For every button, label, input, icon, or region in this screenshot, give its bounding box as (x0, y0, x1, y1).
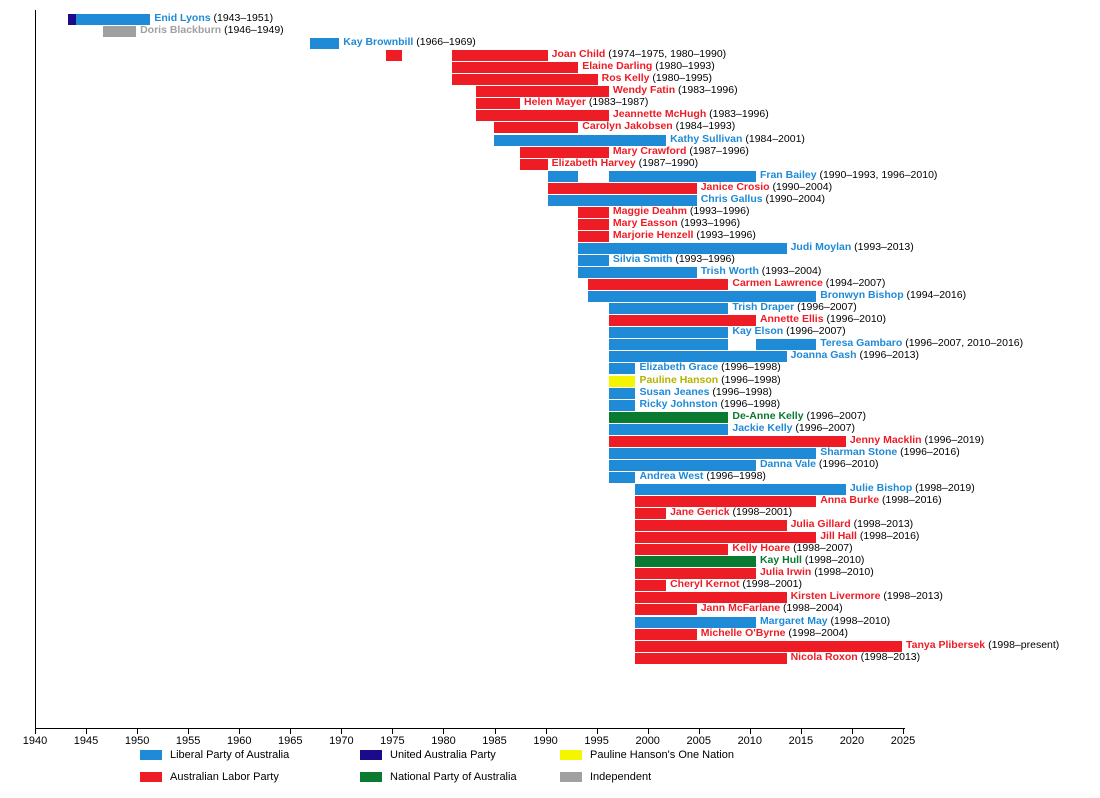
row-years: (1994–2007) (822, 277, 886, 290)
timeline-row-label (760, 566, 874, 578)
timeline-bar (635, 556, 755, 567)
timeline-row (0, 267, 1100, 279)
row-person-name: Judi Moylan (790, 240, 852, 253)
row-person-name: Cheryl Kernot (670, 578, 740, 591)
axis-tick (35, 728, 36, 734)
timeline-bar (609, 327, 728, 338)
timeline-row-label (613, 205, 750, 217)
timeline-bar (609, 424, 728, 435)
timeline-row-label (552, 48, 727, 60)
row-years: (1998–2001) (739, 578, 802, 591)
timeline-row-label (670, 506, 792, 518)
timeline-row (0, 62, 1100, 74)
row-years: (1998–2016) (879, 494, 942, 506)
timeline-row-label (670, 133, 805, 145)
row-person-name: Helen Mayer (524, 96, 586, 109)
row-years: (1993–2013) (851, 240, 914, 253)
timeline-bar (548, 171, 579, 182)
timeline-bar (494, 122, 579, 133)
row-person-name: Julia Irwin (759, 566, 812, 579)
row-years: (1996–1998) (718, 361, 781, 374)
row-years: (1943–1951) (210, 12, 274, 24)
timeline-row-label (820, 494, 941, 506)
timeline-row-label (760, 615, 890, 627)
axis-tick-label: 2005 (686, 735, 711, 747)
timeline-row (0, 544, 1100, 556)
timeline-row (0, 204, 1100, 219)
timeline-row (0, 604, 1100, 616)
row-person-name: Fran Bailey (759, 168, 817, 181)
timeline-row (0, 110, 1100, 122)
timeline-row-label (343, 36, 475, 48)
axis-tick-label: 1970 (329, 735, 354, 747)
timeline-row-label (732, 410, 866, 422)
timeline-row (0, 650, 1100, 665)
timeline-row-label (820, 289, 966, 301)
axis-baseline (35, 728, 905, 729)
timeline-row-label (639, 374, 780, 386)
row-years: (1996–2007) (794, 301, 857, 314)
timeline-row (0, 26, 1100, 38)
axis-tick (137, 728, 138, 734)
timeline-bar (578, 207, 609, 218)
timeline-row (0, 592, 1100, 604)
timeline-bar (310, 38, 340, 49)
row-person-name: Margaret May (759, 614, 828, 627)
row-person-name: Teresa Gambaro (820, 337, 903, 350)
row-years: (1994–2016) (903, 289, 967, 302)
timeline-bar (609, 400, 636, 411)
timeline-bar (578, 267, 696, 278)
row-years: (1998–2019) (912, 481, 975, 494)
timeline-row-label (701, 265, 822, 277)
timeline-row (0, 568, 1100, 580)
timeline-bar (520, 159, 548, 170)
timeline-row-label (732, 301, 856, 313)
row-years: (1980–1993) (652, 60, 715, 73)
timeline-bar (609, 412, 728, 423)
timeline-row-label (732, 277, 885, 289)
timeline-bar (635, 520, 786, 531)
row-years: (1998–2010) (827, 614, 891, 627)
timeline-row (0, 255, 1100, 267)
timeline-row (0, 122, 1100, 134)
axis-tick (495, 728, 496, 734)
row-person-name: Trish Draper (732, 301, 795, 314)
row-years: (1996–2019) (921, 433, 985, 446)
row-person-name: Kay Brownbill (343, 36, 414, 49)
row-person-name: Anna Burke (820, 494, 880, 506)
timeline-bar (609, 303, 728, 314)
timeline-bar (588, 279, 728, 290)
timeline-row (0, 373, 1100, 388)
axis-tick-label: 1955 (175, 735, 201, 747)
row-person-name: Elizabeth Grace (639, 361, 719, 374)
timeline-row-label (732, 542, 852, 554)
timeline-row-label (850, 434, 984, 446)
row-person-name: Carmen Lawrence (732, 277, 823, 290)
timeline-row-label (582, 120, 735, 132)
timeline-row (0, 397, 1100, 412)
row-person-name: Maggie Deahm (612, 204, 687, 217)
axis-tick-label: 2015 (788, 735, 814, 747)
timeline-row (0, 520, 1100, 532)
row-years: (1966–1969) (413, 36, 476, 49)
row-person-name: Annette Ellis (759, 313, 824, 326)
row-years: (1996–2007) (783, 325, 846, 338)
legend-label: United Australia Party (390, 749, 496, 761)
row-years: (1998–2004) (785, 626, 848, 639)
timeline-row-label (552, 157, 699, 169)
timeline-row-label (732, 325, 845, 337)
row-person-name: Jane Gerick (670, 506, 730, 519)
row-years: (1998–2001) (729, 506, 793, 519)
row-years: (1980–1995) (649, 72, 712, 85)
axis-tick (290, 728, 291, 734)
row-person-name: Mary Easson (612, 216, 678, 229)
row-years: (1998–2004) (780, 602, 843, 615)
axis-tick (597, 728, 598, 734)
timeline-bar (609, 388, 636, 399)
axis-tick-label: 1980 (431, 735, 456, 747)
row-years: (1983–1996) (706, 108, 769, 121)
timeline-bar (578, 219, 609, 230)
axis-tick (648, 728, 649, 734)
axis-tick-label: 1990 (533, 735, 558, 747)
axis-tick-label: 1950 (124, 735, 150, 747)
timeline-row (0, 216, 1100, 231)
timeline-row (0, 532, 1100, 544)
row-years: (1996–2010) (823, 313, 887, 326)
row-years: (1993–2004) (758, 265, 822, 278)
timeline-row (0, 228, 1100, 243)
timeline-row (0, 291, 1100, 303)
timeline-row (0, 614, 1100, 629)
row-years: (1996–2016) (897, 445, 960, 458)
row-person-name: Ricky Johnston (639, 397, 718, 410)
timeline-row-label (639, 470, 765, 482)
timeline-row-label (760, 313, 886, 325)
row-years: (1984–1993) (672, 120, 736, 133)
row-years: (1998–2007) (790, 542, 853, 555)
timeline-row-label (791, 590, 943, 602)
axis-tick (750, 728, 751, 734)
timeline-bar (452, 74, 598, 85)
row-person-name: Mary Crawford (612, 144, 687, 157)
timeline-bar (386, 50, 401, 61)
legend-label: Liberal Party of Australia (170, 749, 290, 761)
axis-tick-label: 1995 (584, 735, 609, 747)
row-years: (1990–1993, 1996–2010) (816, 168, 938, 181)
timeline-row-label (154, 12, 273, 24)
row-years: (1996–2007, 2010–2016) (902, 337, 1024, 350)
row-years: (1998–2010) (801, 554, 865, 567)
axis-tick (903, 728, 904, 734)
axis-tick (852, 728, 853, 734)
row-person-name: Susan Jeanes (639, 385, 710, 398)
legend-swatch (140, 750, 162, 760)
axis-tick (392, 728, 393, 734)
timeline-row (0, 315, 1100, 327)
row-years: (1990–2004) (769, 180, 833, 193)
legend-swatch (560, 772, 582, 782)
row-person-name: Trish Worth (700, 265, 759, 278)
timeline-row-label (760, 169, 937, 181)
row-years: (1990–2004) (762, 192, 826, 205)
timeline-row-label (613, 108, 769, 120)
axis-tick (188, 728, 189, 734)
row-person-name: Jann McFarlane (700, 602, 781, 615)
timeline-bar (609, 472, 636, 483)
row-years: (1993–1996) (687, 204, 750, 217)
axis-tick-label: 2025 (890, 735, 916, 747)
timeline-row-label (701, 627, 848, 639)
row-person-name: Kirsten Livermore (790, 590, 881, 603)
timeline-row-label (140, 24, 284, 36)
timeline-bar (609, 363, 636, 374)
row-years: (1996–2013) (856, 349, 919, 362)
axis-tick (341, 728, 342, 734)
timeline-bar (103, 26, 136, 37)
row-years: (1987–1990) (635, 156, 699, 169)
legend-label: Australian Labor Party (170, 771, 279, 783)
timeline-row-label (582, 60, 715, 72)
row-person-name: Bronwyn Bishop (820, 289, 904, 302)
timeline-row (0, 351, 1100, 363)
timeline-row-label (639, 386, 772, 398)
row-years: (1996–2007) (792, 421, 855, 434)
row-years: (1998–2013) (850, 518, 914, 531)
timeline-row (0, 303, 1100, 315)
timeline-row-label (701, 181, 832, 193)
timeline-bar (635, 604, 696, 615)
row-person-name: De-Anne Kelly (732, 409, 804, 422)
timeline-row (0, 74, 1100, 86)
axis-tick-label: 1965 (278, 735, 303, 747)
row-person-name: Jackie Kelly (732, 421, 793, 434)
row-years: (1998–2010) (811, 566, 874, 579)
timeline-bar (578, 255, 609, 266)
timeline-row (0, 144, 1100, 159)
row-person-name: Carolyn Jakobsen (582, 120, 673, 133)
axis-tick-label: 2010 (737, 735, 763, 747)
row-person-name: Joanna Gash (790, 349, 857, 362)
axis-tick-label: 1985 (482, 735, 507, 747)
timeline-row-label (820, 337, 1023, 349)
timeline-row (0, 339, 1100, 351)
timeline-bar (68, 14, 76, 25)
timeline-row (0, 38, 1100, 50)
legend-label: Pauline Hanson's One Nation (590, 749, 734, 761)
timeline-bar (452, 50, 548, 61)
timeline-row (0, 363, 1100, 375)
timeline-row (0, 445, 1100, 460)
row-person-name: Elaine Darling (582, 60, 653, 73)
timeline-bar (609, 376, 636, 387)
row-person-name: Kay Elson (732, 325, 784, 338)
row-years: (1996–1998) (718, 373, 781, 386)
row-years: (1983–1996) (675, 84, 738, 97)
timeline-row (0, 192, 1100, 207)
axis-tick (546, 728, 547, 734)
row-years: (1996–2007) (803, 409, 867, 422)
row-person-name: Sharman Stone (820, 445, 898, 458)
legend-swatch (140, 772, 162, 782)
timeline-row-label (639, 398, 780, 410)
timeline-row-label (732, 422, 855, 434)
timeline-row (0, 168, 1100, 183)
axis-vertical-line (35, 10, 36, 728)
row-years: (1974–1975, 1980–1990) (605, 48, 727, 61)
row-person-name: Kathy Sullivan (670, 132, 743, 145)
legend-label: National Party of Australia (390, 771, 517, 783)
row-years: (1987–1996) (686, 144, 749, 157)
row-years: (1998–present) (985, 638, 1060, 651)
row-person-name: Nicola Roxon (790, 650, 858, 663)
timeline-bar (635, 629, 696, 640)
axis-tick-label: 1940 (22, 735, 48, 747)
row-person-name: Wendy Fatin (612, 84, 676, 97)
axis-tick-label: 1960 (226, 735, 252, 747)
row-person-name: Jenny Macklin (849, 433, 922, 446)
timeline-row-label (760, 554, 864, 566)
timeline-bar (578, 231, 609, 242)
timeline-row-label (613, 84, 738, 96)
legend-label: Independent (590, 771, 652, 783)
row-person-name: Pauline Hanson (639, 373, 719, 386)
timeline-bar (635, 544, 728, 555)
timeline-row-label (791, 651, 921, 663)
timeline-row-label (613, 229, 756, 241)
timeline-row-label (613, 217, 740, 229)
timeline-row (0, 638, 1100, 653)
timeline-row-label (791, 518, 914, 530)
timeline-row-label (820, 530, 919, 542)
row-person-name: Marjorie Henzell (612, 228, 694, 241)
timeline-row-label (760, 458, 879, 470)
timeline-row-label (906, 639, 1059, 651)
row-person-name: Julia Gillard (790, 518, 851, 531)
row-years: (1993–1996) (677, 216, 741, 229)
row-years: (1984–2001) (742, 132, 805, 145)
axis-tick (801, 728, 802, 734)
timeline-row-label (791, 349, 919, 361)
row-years: (1996–1998) (717, 397, 781, 410)
legend-swatch (360, 750, 382, 760)
row-years: (1998–2016) (856, 530, 920, 543)
timeline-row (0, 556, 1100, 568)
row-person-name: Elizabeth Harvey (551, 156, 636, 169)
row-person-name: Ros Kelly (601, 72, 650, 85)
row-person-name: Doris Blackburn (140, 24, 222, 37)
row-person-name: Silvia Smith (612, 253, 673, 265)
timeline-bar (635, 484, 845, 495)
timeline-row-label (613, 253, 735, 265)
row-person-name: Joan Child (551, 48, 606, 61)
row-person-name: Michelle O'Byrne (700, 626, 786, 639)
timeline-bar (609, 339, 728, 350)
row-person-name: Danna Vale (759, 457, 816, 470)
timeline-row (0, 240, 1100, 255)
timeline-bar (635, 508, 666, 519)
timeline-row-label (613, 145, 749, 157)
row-years: (1993–1996) (672, 253, 735, 265)
legend-swatch (360, 772, 382, 782)
legend-swatch (560, 750, 582, 760)
row-person-name: Julie Bishop (849, 481, 913, 494)
timeline-row (0, 385, 1100, 400)
timeline-row (0, 180, 1100, 195)
row-person-name: Kay Hull (759, 554, 802, 567)
axis-tick (699, 728, 700, 734)
row-person-name: Kelly Hoare (732, 542, 791, 555)
timeline-row-label (850, 482, 975, 494)
row-years: (1998–2013) (880, 590, 943, 603)
axis-tick-label: 2020 (839, 735, 865, 747)
axis-tick-label: 1945 (73, 735, 99, 747)
timeline-row-label (639, 361, 780, 373)
row-years: (1946–1949) (221, 24, 284, 37)
row-person-name: Jeannette McHugh (612, 108, 707, 121)
timeline-bar (452, 62, 579, 73)
timeline-row (0, 508, 1100, 520)
timeline-row (0, 98, 1100, 110)
row-years: (1996–1998) (709, 385, 772, 398)
timeline-row-label (701, 193, 825, 205)
row-years: (1996–2010) (815, 457, 879, 470)
timeline-bar (548, 183, 697, 194)
row-years: (1996–1998) (703, 469, 766, 482)
row-person-name: Tanya Plibersek (905, 638, 986, 651)
timeline-row (0, 409, 1100, 424)
timeline-row (0, 50, 1100, 62)
timeline-row-label (701, 602, 843, 614)
row-person-name: Chris Gallus (700, 192, 763, 205)
axis-tick (239, 728, 240, 734)
timeline-row-label (670, 578, 802, 590)
row-years: (1998–2013) (857, 650, 921, 663)
row-years: (1993–1996) (693, 228, 756, 241)
timeline-bar (609, 436, 846, 447)
timeline-bar (635, 653, 786, 664)
axis-tick (86, 728, 87, 734)
axis-tick-label: 2000 (635, 735, 660, 747)
timeline-row-label (524, 96, 648, 108)
row-person-name: Jill Hall (820, 530, 857, 543)
timeline-row (0, 496, 1100, 508)
row-person-name: Janice Crosio (700, 180, 770, 193)
axis-tick-label: 1975 (380, 735, 405, 747)
timeline-bar (476, 98, 520, 109)
timeline-row (0, 132, 1100, 147)
row-person-name: Enid Lyons (154, 12, 211, 24)
timeline-row-label (820, 446, 960, 458)
axis-tick (443, 728, 444, 734)
timeline-row-label (602, 72, 712, 84)
timeline-row (0, 457, 1100, 472)
timeline-row-label (791, 241, 914, 253)
timeline-bar (635, 580, 666, 591)
row-person-name: Andrea West (639, 469, 704, 482)
row-years: (1983–1987) (585, 96, 649, 109)
